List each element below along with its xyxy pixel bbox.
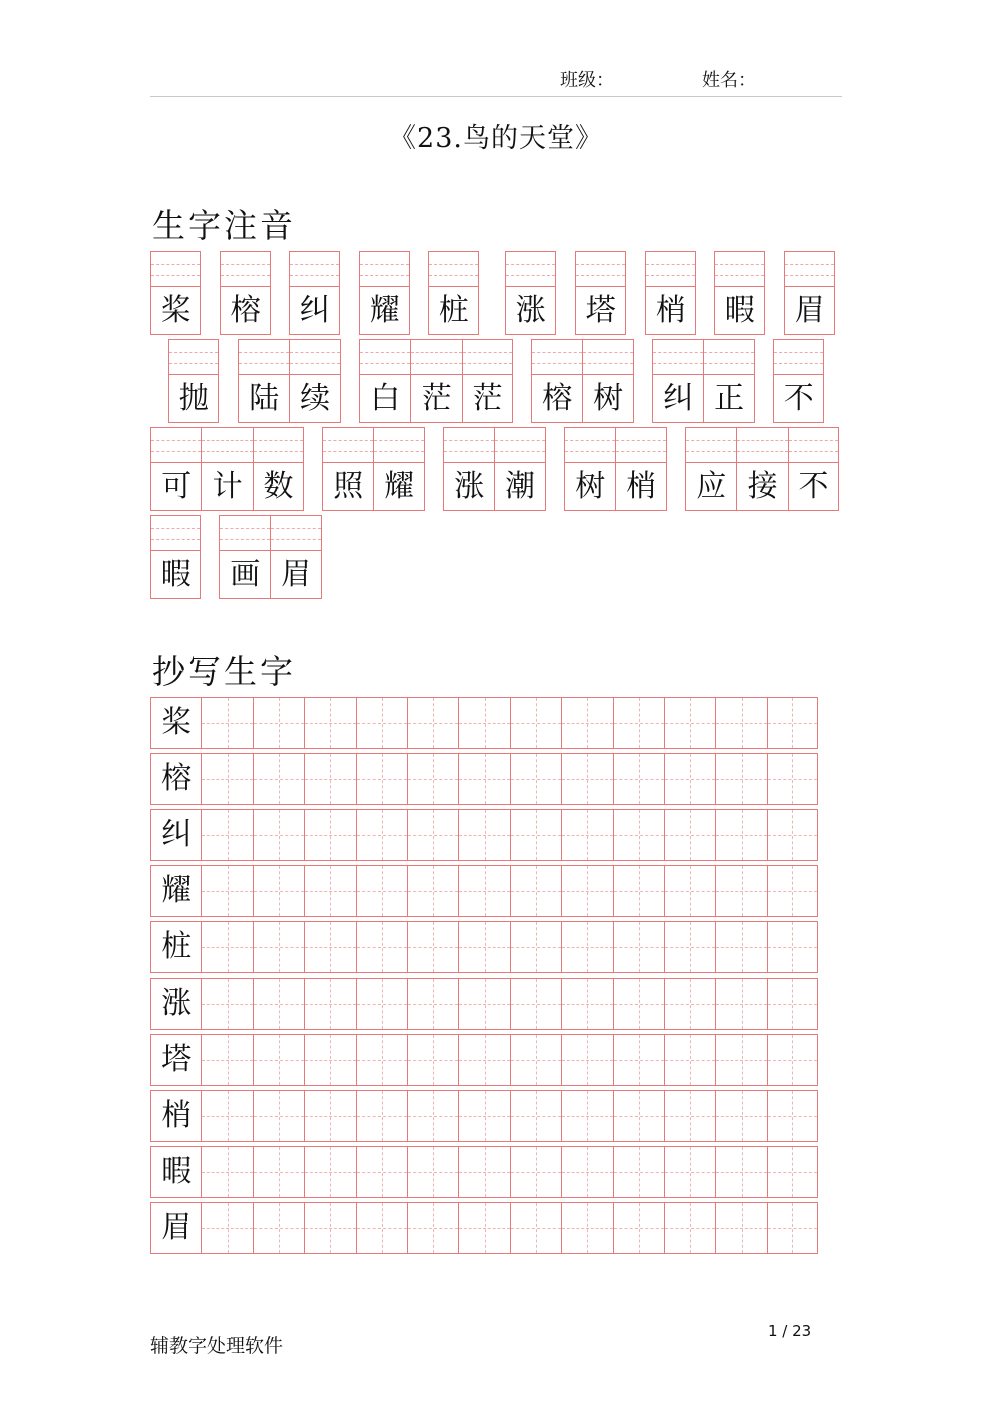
practice-cell[interactable] bbox=[253, 753, 304, 805]
practice-cell[interactable] bbox=[613, 978, 664, 1030]
copy-row bbox=[150, 1090, 818, 1142]
practice-cell[interactable] bbox=[458, 1034, 509, 1086]
practice-cell[interactable] bbox=[767, 1034, 818, 1086]
practice-cell[interactable] bbox=[356, 697, 407, 749]
practice-cell[interactable] bbox=[767, 753, 818, 805]
vocab-char: 眉 bbox=[281, 557, 312, 592]
vocab-word bbox=[784, 251, 835, 335]
vocab-char: 续 bbox=[300, 381, 331, 416]
model-char: 涨 bbox=[161, 985, 192, 1021]
pinyin-cell bbox=[428, 251, 479, 335]
vocab-char: 数 bbox=[263, 469, 294, 504]
practice-cell[interactable] bbox=[304, 921, 355, 973]
practice-cell[interactable] bbox=[613, 697, 664, 749]
vocab-word bbox=[505, 251, 556, 335]
practice-cell[interactable] bbox=[407, 697, 458, 749]
practice-cell[interactable] bbox=[407, 753, 458, 805]
copy-row bbox=[150, 697, 818, 749]
pinyin-cell bbox=[150, 515, 201, 599]
practice-cell[interactable] bbox=[304, 753, 355, 805]
pinyin-cell bbox=[714, 251, 765, 335]
practice-cell[interactable] bbox=[407, 1090, 458, 1142]
practice-cell[interactable] bbox=[253, 1034, 304, 1086]
practice-cell[interactable] bbox=[201, 1034, 252, 1086]
model-char-cell bbox=[150, 865, 201, 917]
practice-cell[interactable] bbox=[356, 1034, 407, 1086]
practice-cell[interactable] bbox=[304, 865, 355, 917]
practice-cell[interactable] bbox=[613, 1146, 664, 1198]
practice-cell[interactable] bbox=[253, 809, 304, 861]
practice-cell[interactable] bbox=[458, 697, 509, 749]
practice-cell[interactable] bbox=[458, 809, 509, 861]
page-title: 《23.鸟的天堂》 bbox=[389, 123, 603, 154]
pinyin-cell bbox=[462, 339, 513, 423]
pinyin-cell bbox=[443, 427, 494, 511]
pinyin-cell bbox=[784, 251, 835, 335]
model-char-cell bbox=[150, 1034, 201, 1086]
pinyin-cell bbox=[373, 427, 424, 511]
pinyin-cell bbox=[219, 515, 270, 599]
practice-cell[interactable] bbox=[613, 809, 664, 861]
practice-cell[interactable] bbox=[356, 753, 407, 805]
practice-cell[interactable] bbox=[510, 1034, 561, 1086]
practice-cell[interactable] bbox=[510, 921, 561, 973]
pinyin-cell bbox=[564, 427, 615, 511]
practice-cell[interactable] bbox=[458, 978, 509, 1030]
pinyin-cell bbox=[238, 339, 289, 423]
vocab-char: 桨 bbox=[160, 293, 191, 328]
practice-cell[interactable] bbox=[407, 865, 458, 917]
vocab-word bbox=[359, 251, 410, 335]
practice-cell[interactable] bbox=[715, 697, 766, 749]
vocab-char: 桩 bbox=[438, 293, 469, 328]
vocab-char: 画 bbox=[230, 557, 261, 592]
practice-cell[interactable] bbox=[458, 1202, 509, 1254]
practice-cell[interactable] bbox=[356, 921, 407, 973]
practice-cell[interactable] bbox=[510, 978, 561, 1030]
vocab-word bbox=[652, 339, 755, 423]
practice-cell[interactable] bbox=[715, 1034, 766, 1086]
practice-cell[interactable] bbox=[715, 753, 766, 805]
vocab-word bbox=[714, 251, 765, 335]
copy-row bbox=[150, 921, 818, 973]
vocab-word bbox=[150, 427, 304, 511]
vocab-char: 涨 bbox=[515, 293, 546, 328]
vocab-char: 梢 bbox=[655, 293, 686, 328]
pinyin-cell bbox=[582, 339, 633, 423]
model-char: 眉 bbox=[161, 1209, 192, 1245]
vocab-char: 可 bbox=[161, 469, 192, 504]
pinyin-cell bbox=[168, 339, 219, 423]
pinyin-cell bbox=[494, 427, 545, 511]
practice-cell[interactable] bbox=[458, 865, 509, 917]
pinyin-cell bbox=[253, 427, 304, 511]
vocab-word bbox=[168, 339, 219, 423]
practice-cell[interactable] bbox=[561, 865, 612, 917]
practice-cell[interactable] bbox=[510, 1090, 561, 1142]
practice-cell[interactable] bbox=[510, 865, 561, 917]
practice-cell[interactable] bbox=[561, 978, 612, 1030]
vocab-char: 纠 bbox=[299, 293, 330, 328]
pinyin-cell bbox=[289, 339, 340, 423]
practice-cell[interactable] bbox=[613, 865, 664, 917]
vocab-word bbox=[773, 339, 824, 423]
practice-cell[interactable] bbox=[407, 1202, 458, 1254]
practice-cell[interactable] bbox=[253, 921, 304, 973]
vocab-char: 树 bbox=[593, 381, 624, 416]
practice-cell[interactable] bbox=[510, 1202, 561, 1254]
vocab-word bbox=[645, 251, 696, 335]
practice-cell[interactable] bbox=[253, 978, 304, 1030]
model-char: 暇 bbox=[161, 1153, 192, 1189]
copy-row bbox=[150, 1202, 818, 1254]
copy-row bbox=[150, 865, 818, 917]
practice-cell[interactable] bbox=[201, 753, 252, 805]
practice-cell[interactable] bbox=[767, 865, 818, 917]
vocab-word bbox=[238, 339, 341, 423]
practice-cell[interactable] bbox=[407, 978, 458, 1030]
practice-cell[interactable] bbox=[458, 921, 509, 973]
practice-cell[interactable] bbox=[510, 697, 561, 749]
practice-cell[interactable] bbox=[715, 809, 766, 861]
practice-cell[interactable] bbox=[767, 809, 818, 861]
practice-cell[interactable] bbox=[715, 1202, 766, 1254]
practice-cell[interactable] bbox=[304, 1146, 355, 1198]
practice-cell[interactable] bbox=[613, 1034, 664, 1086]
practice-cell[interactable] bbox=[715, 1146, 766, 1198]
model-char: 桨 bbox=[161, 705, 192, 740]
vocab-word bbox=[150, 515, 201, 599]
model-char-cell bbox=[150, 921, 201, 973]
vocab-char: 茫 bbox=[472, 381, 503, 416]
practice-cell[interactable] bbox=[613, 753, 664, 805]
copy-row bbox=[150, 753, 818, 805]
pinyin-cell bbox=[703, 339, 754, 423]
practice-cell[interactable] bbox=[304, 1202, 355, 1254]
practice-cell[interactable] bbox=[767, 978, 818, 1030]
practice-cell[interactable] bbox=[356, 1202, 407, 1254]
model-char-cell bbox=[150, 1146, 201, 1198]
practice-cell[interactable] bbox=[253, 697, 304, 749]
vocab-word bbox=[443, 427, 546, 511]
practice-cell[interactable] bbox=[561, 753, 612, 805]
vocab-char: 潮 bbox=[505, 469, 536, 504]
vocab-char: 暇 bbox=[160, 557, 191, 592]
pinyin-cell bbox=[773, 339, 824, 423]
practice-cell[interactable] bbox=[561, 1090, 612, 1142]
practice-cell[interactable] bbox=[407, 921, 458, 973]
practice-cell[interactable] bbox=[664, 1146, 715, 1198]
model-char-cell bbox=[150, 978, 201, 1030]
pinyin-cell bbox=[652, 339, 703, 423]
practice-cell[interactable] bbox=[561, 1034, 612, 1086]
pinyin-cell bbox=[788, 427, 839, 511]
practice-cell[interactable] bbox=[613, 921, 664, 973]
practice-cell[interactable] bbox=[201, 1202, 252, 1254]
model-char-cell bbox=[150, 1090, 201, 1142]
pinyin-cell bbox=[322, 427, 373, 511]
vocab-char: 白 bbox=[370, 381, 401, 416]
practice-cell[interactable] bbox=[510, 753, 561, 805]
practice-cell[interactable] bbox=[664, 1202, 715, 1254]
vocab-char: 不 bbox=[798, 469, 829, 504]
practice-cell[interactable] bbox=[201, 865, 252, 917]
model-char: 耀 bbox=[161, 873, 192, 909]
pinyin-cell bbox=[685, 427, 736, 511]
footer-brand: 辅教字处理软件 bbox=[150, 1335, 284, 1357]
practice-cell[interactable] bbox=[767, 921, 818, 973]
practice-cell[interactable] bbox=[201, 809, 252, 861]
practice-cell[interactable] bbox=[664, 921, 715, 973]
copy-row bbox=[150, 1146, 818, 1198]
vocab-char: 计 bbox=[212, 469, 243, 504]
practice-cell[interactable] bbox=[201, 978, 252, 1030]
pinyin-cell bbox=[410, 339, 461, 423]
practice-cell[interactable] bbox=[561, 809, 612, 861]
model-char: 梢 bbox=[161, 1097, 192, 1133]
pinyin-cell bbox=[150, 251, 201, 335]
practice-cell[interactable] bbox=[767, 697, 818, 749]
vocab-char: 抛 bbox=[178, 381, 209, 416]
page-number: 1 / 23 bbox=[768, 1322, 812, 1340]
practice-cell[interactable] bbox=[767, 1146, 818, 1198]
practice-cell[interactable] bbox=[715, 865, 766, 917]
vocab-char: 耀 bbox=[369, 293, 400, 328]
practice-cell[interactable] bbox=[304, 809, 355, 861]
practice-cell[interactable] bbox=[304, 1034, 355, 1086]
practice-cell[interactable] bbox=[664, 1090, 715, 1142]
copy-row bbox=[150, 1034, 818, 1086]
vocab-word bbox=[685, 427, 839, 511]
practice-cell[interactable] bbox=[458, 753, 509, 805]
practice-cell[interactable] bbox=[201, 1146, 252, 1198]
practice-cell[interactable] bbox=[715, 1090, 766, 1142]
vocab-word bbox=[219, 515, 322, 599]
practice-cell[interactable] bbox=[561, 697, 612, 749]
vocab-word bbox=[322, 427, 425, 511]
pinyin-cell bbox=[150, 427, 201, 511]
practice-cell[interactable] bbox=[715, 921, 766, 973]
vocab-char: 照 bbox=[333, 469, 364, 504]
vocab-char: 茫 bbox=[421, 381, 452, 416]
practice-cell[interactable] bbox=[664, 978, 715, 1030]
practice-cell[interactable] bbox=[201, 697, 252, 749]
section-title-pinyin: 生字注音 bbox=[152, 206, 296, 245]
copy-row bbox=[150, 978, 818, 1030]
practice-cell[interactable] bbox=[613, 1202, 664, 1254]
practice-cell[interactable] bbox=[253, 865, 304, 917]
pinyin-cell bbox=[505, 251, 556, 335]
model-char: 桩 bbox=[161, 929, 192, 965]
practice-cell[interactable] bbox=[561, 1146, 612, 1198]
practice-cell[interactable] bbox=[201, 1090, 252, 1142]
vocab-char: 榕 bbox=[230, 293, 261, 328]
copy-row bbox=[150, 809, 818, 861]
vocab-char: 梢 bbox=[626, 469, 657, 504]
pinyin-cell bbox=[359, 251, 410, 335]
vocab-char: 树 bbox=[575, 469, 606, 504]
practice-cell[interactable] bbox=[304, 1090, 355, 1142]
vocab-word bbox=[220, 251, 271, 335]
practice-cell[interactable] bbox=[253, 1146, 304, 1198]
practice-cell[interactable] bbox=[356, 978, 407, 1030]
pinyin-cell bbox=[201, 427, 252, 511]
practice-cell[interactable] bbox=[510, 809, 561, 861]
pinyin-cell bbox=[645, 251, 696, 335]
practice-cell[interactable] bbox=[664, 865, 715, 917]
practice-cell[interactable] bbox=[356, 1090, 407, 1142]
vocab-char: 暇 bbox=[724, 293, 755, 328]
vocab-word bbox=[150, 251, 201, 335]
practice-cell[interactable] bbox=[253, 1202, 304, 1254]
vocab-word bbox=[564, 427, 667, 511]
pinyin-cell bbox=[289, 251, 340, 335]
pinyin-cell bbox=[736, 427, 787, 511]
section-title-copy: 抄写生字 bbox=[152, 652, 296, 691]
vocab-word bbox=[359, 339, 513, 423]
practice-cell[interactable] bbox=[356, 809, 407, 861]
practice-cell[interactable] bbox=[664, 697, 715, 749]
vocab-char: 接 bbox=[747, 469, 778, 504]
practice-cell[interactable] bbox=[561, 921, 612, 973]
practice-cell[interactable] bbox=[613, 1090, 664, 1142]
vocab-char: 塔 bbox=[585, 293, 616, 328]
practice-cell[interactable] bbox=[356, 1146, 407, 1198]
practice-cell[interactable] bbox=[767, 1090, 818, 1142]
practice-cell[interactable] bbox=[458, 1090, 509, 1142]
model-char-cell bbox=[150, 1202, 201, 1254]
pinyin-cell bbox=[359, 339, 410, 423]
vocab-char: 不 bbox=[783, 381, 814, 416]
practice-cell[interactable] bbox=[715, 978, 766, 1030]
vocab-word bbox=[575, 251, 626, 335]
pinyin-cell bbox=[220, 251, 271, 335]
practice-cell[interactable] bbox=[664, 1034, 715, 1086]
pinyin-cell bbox=[575, 251, 626, 335]
vocab-word bbox=[289, 251, 340, 335]
practice-cell[interactable] bbox=[253, 1090, 304, 1142]
vocab-char: 陆 bbox=[249, 381, 280, 416]
practice-cell[interactable] bbox=[201, 921, 252, 973]
vocab-char: 应 bbox=[696, 469, 727, 504]
practice-cell[interactable] bbox=[767, 1202, 818, 1254]
vocab-char: 纠 bbox=[663, 381, 694, 416]
model-char-cell bbox=[150, 809, 201, 861]
practice-cell[interactable] bbox=[561, 1202, 612, 1254]
practice-cell[interactable] bbox=[304, 697, 355, 749]
model-char: 塔 bbox=[161, 1041, 192, 1077]
vocab-word bbox=[428, 251, 479, 335]
vocab-char: 涨 bbox=[454, 469, 485, 504]
practice-cell[interactable] bbox=[664, 753, 715, 805]
practice-cell[interactable] bbox=[458, 1146, 509, 1198]
pinyin-cell bbox=[615, 427, 666, 511]
vocab-char: 耀 bbox=[384, 469, 415, 504]
model-char-cell bbox=[150, 697, 201, 749]
vocab-char: 正 bbox=[714, 381, 745, 416]
practice-cell[interactable] bbox=[510, 1146, 561, 1198]
practice-cell[interactable] bbox=[664, 809, 715, 861]
model-char-cell bbox=[150, 753, 201, 805]
vocab-char: 榕 bbox=[542, 381, 573, 416]
pinyin-cell bbox=[531, 339, 582, 423]
practice-cell[interactable] bbox=[407, 1034, 458, 1086]
name-label: 姓名： bbox=[702, 70, 756, 91]
practice-cell[interactable] bbox=[407, 809, 458, 861]
vocab-char: 眉 bbox=[794, 293, 825, 328]
vocab-word bbox=[531, 339, 634, 423]
practice-cell[interactable] bbox=[356, 865, 407, 917]
practice-cell[interactable] bbox=[407, 1146, 458, 1198]
class-label: 班级： bbox=[560, 70, 614, 91]
model-char: 榕 bbox=[161, 761, 192, 797]
pinyin-cell bbox=[270, 515, 321, 599]
practice-cell[interactable] bbox=[304, 978, 355, 1030]
model-char: 纠 bbox=[161, 817, 192, 853]
